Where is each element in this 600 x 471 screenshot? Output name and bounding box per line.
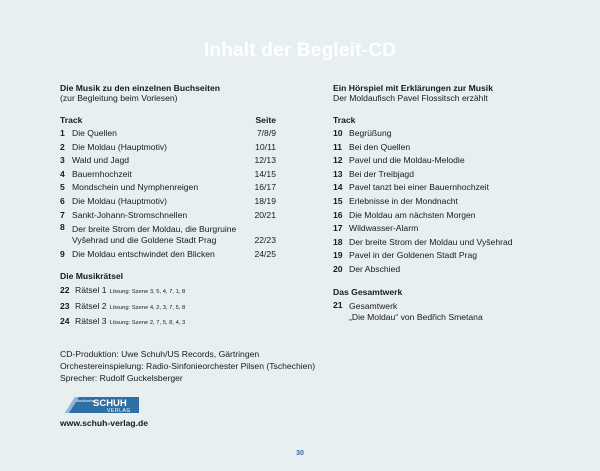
track-row — [333, 249, 548, 263]
credit-narrator: Sprecher: Rudolf Guckelsberger — [60, 372, 183, 383]
track-number: 2 — [60, 141, 65, 152]
track-title: Die Moldau (Hauptmotiv) — [72, 195, 168, 206]
track-row — [333, 168, 548, 182]
track-title — [349, 300, 548, 324]
track-column-header: Track — [60, 115, 83, 125]
credits — [60, 349, 315, 384]
track-row — [333, 209, 548, 223]
track-pages: 7/8/9 — [256, 128, 276, 138]
track-number: 3 — [60, 155, 65, 166]
track-row — [333, 300, 548, 324]
riddle-title: Rätsel 3 — [75, 316, 107, 327]
schuh-verlag-logo — [63, 394, 141, 414]
track-number: 1 — [60, 128, 65, 138]
track-number: 6 — [60, 195, 65, 206]
track-number: 11 — [333, 141, 343, 152]
logo-name: SCHUH — [93, 398, 127, 409]
track-number: 8 — [60, 222, 65, 233]
track-number: 7 — [60, 209, 65, 220]
track-row — [60, 248, 276, 262]
track-row — [333, 127, 548, 141]
track-pages: 16/17 — [254, 182, 276, 193]
track-number: 4 — [60, 168, 65, 179]
track-number: 21 — [333, 299, 343, 310]
track-number: 16 — [333, 209, 343, 220]
track-number: 17 — [333, 223, 343, 234]
riddle-entry — [75, 315, 276, 331]
riddle-row — [60, 315, 276, 331]
music-section — [60, 83, 276, 331]
track-row — [333, 181, 548, 195]
track-row — [60, 181, 276, 195]
track-title: Begrüßung — [349, 128, 392, 138]
track-title: Der Abschied — [349, 263, 401, 274]
track-row — [60, 195, 276, 209]
track-row — [333, 236, 548, 250]
track-title — [72, 222, 250, 246]
riddle-solution: Lösung: Szene 3, 5, 4, 7, 1, 8 — [109, 289, 186, 296]
radio-play-section — [333, 83, 548, 325]
riddle-solution: Lösung: Szene 4, 2, 3, 7, 5, 8 — [109, 304, 186, 311]
track-title: Der breite Strom der Moldau und Vyšehrad — [349, 236, 513, 247]
track-title: Die Moldau (Hauptmotiv) — [72, 141, 168, 152]
full-work-heading: Das Gesamtwerk — [333, 286, 403, 297]
track-number: 13 — [333, 168, 343, 179]
track-number: 24 — [60, 316, 70, 327]
track-pages: 18/19 — [254, 195, 276, 206]
track-row — [333, 222, 548, 236]
track-number: 10 — [333, 128, 343, 138]
riddle-row — [60, 300, 276, 316]
logo-small-text: Musikverlag — [76, 399, 96, 403]
credit-production: CD-Produktion: Uwe Schuh/US Records, Gärtringen — [60, 349, 260, 359]
track-title: Die Moldau am nächsten Morgen — [349, 209, 476, 220]
website-url[interactable]: www.schuh-verlag.de — [60, 418, 149, 428]
track-row — [333, 195, 548, 209]
track-number: 19 — [333, 250, 343, 261]
track-pages: 22/23 — [254, 234, 276, 245]
radio-play-table-header — [333, 115, 548, 125]
track-pages: 24/25 — [254, 248, 276, 259]
track-title: Bei den Quellen — [349, 141, 411, 152]
riddle-solution: Lösung: Szene 2, 7, 5, 8, 4, 3 — [109, 320, 186, 327]
track-title: Die Quellen — [72, 128, 117, 138]
music-subheading: (zur Begleitung beim Vorlesen) — [60, 93, 178, 103]
music-table-header — [60, 115, 276, 125]
track-title: Wildwasser-Alarm — [349, 223, 419, 234]
riddle-title: Rätsel 2 — [75, 300, 107, 311]
track-row — [333, 263, 548, 277]
track-number: 9 — [60, 248, 65, 259]
track-title: Bauernhochzeit — [72, 168, 132, 179]
track-row — [60, 154, 276, 168]
track-title: Erlebnisse in der Mondnacht — [349, 195, 458, 206]
riddle-entry — [75, 300, 276, 316]
page-column-header: Seite — [255, 115, 276, 125]
track-title: Sankt-Johann-Stromschnellen — [72, 209, 188, 220]
track-title: Pavel und die Moldau-Melodie — [349, 155, 465, 166]
logo-sub: VERLAG — [107, 407, 131, 414]
track-number: 23 — [60, 300, 70, 311]
track-title-line: Der breite Strom der Moldau, die Burgruine — [72, 223, 237, 234]
track-row — [60, 209, 276, 223]
riddle-row — [60, 284, 276, 300]
track-number: 22 — [60, 285, 70, 296]
track-row — [60, 168, 276, 182]
track-pages: 20/21 — [254, 209, 276, 220]
track-number: 18 — [333, 236, 343, 247]
track-row — [60, 222, 276, 246]
track-title: Bei der Treibjagd — [349, 168, 414, 179]
track-title-line: Vyšehrad und die Goldene Stadt Prag — [72, 234, 217, 245]
radio-play-subheading: Der Moldaufisch Pavel Flossitsch erzählt — [333, 93, 488, 103]
track-number: 14 — [333, 182, 343, 193]
track-pages: 12/13 — [254, 155, 276, 166]
track-number: 5 — [60, 182, 65, 193]
credit-orchestra: Orchestereinspielung: Radio-Sinfonieorchester Pilsen (Tschechien) — [60, 360, 316, 371]
riddle-entry — [75, 284, 276, 300]
radio-play-heading: Ein Hörspiel mit Erklärungen zur Musik — [333, 83, 493, 93]
track-title: Pavel in der Goldenen Stadt Prag — [349, 250, 478, 261]
track-title: Mondschein und Nymphenreigen — [72, 182, 199, 193]
music-heading: Die Musik zu den einzelnen Buchseiten — [60, 83, 220, 93]
track-title-line: Gesamtwerk — [349, 301, 398, 312]
page-title: Inhalt der Begleit-CD — [203, 40, 397, 61]
riddle-title: Rätsel 1 — [75, 285, 107, 296]
track-pages: 10/11 — [255, 141, 276, 152]
riddles-heading: Die Musikrätsel — [60, 271, 124, 282]
track-row — [60, 127, 276, 141]
track-title: Wald und Jagd — [72, 155, 130, 166]
track-title: Die Moldau entschwindet den Blicken — [72, 248, 215, 259]
track-row — [60, 141, 276, 155]
track-title-line: „Die Moldau“ von Bedřich Smetana — [349, 312, 483, 323]
track-number: 15 — [333, 195, 343, 206]
track-pages: 14/15 — [254, 168, 276, 179]
track-row — [333, 154, 548, 168]
page-number: 30 — [296, 450, 304, 457]
track-column-header: Track — [333, 115, 356, 125]
track-title: Pavel tanzt bei einer Bauernhochzeit — [349, 182, 489, 193]
track-number: 12 — [333, 155, 343, 166]
track-number: 20 — [333, 263, 343, 274]
track-row — [333, 141, 548, 155]
